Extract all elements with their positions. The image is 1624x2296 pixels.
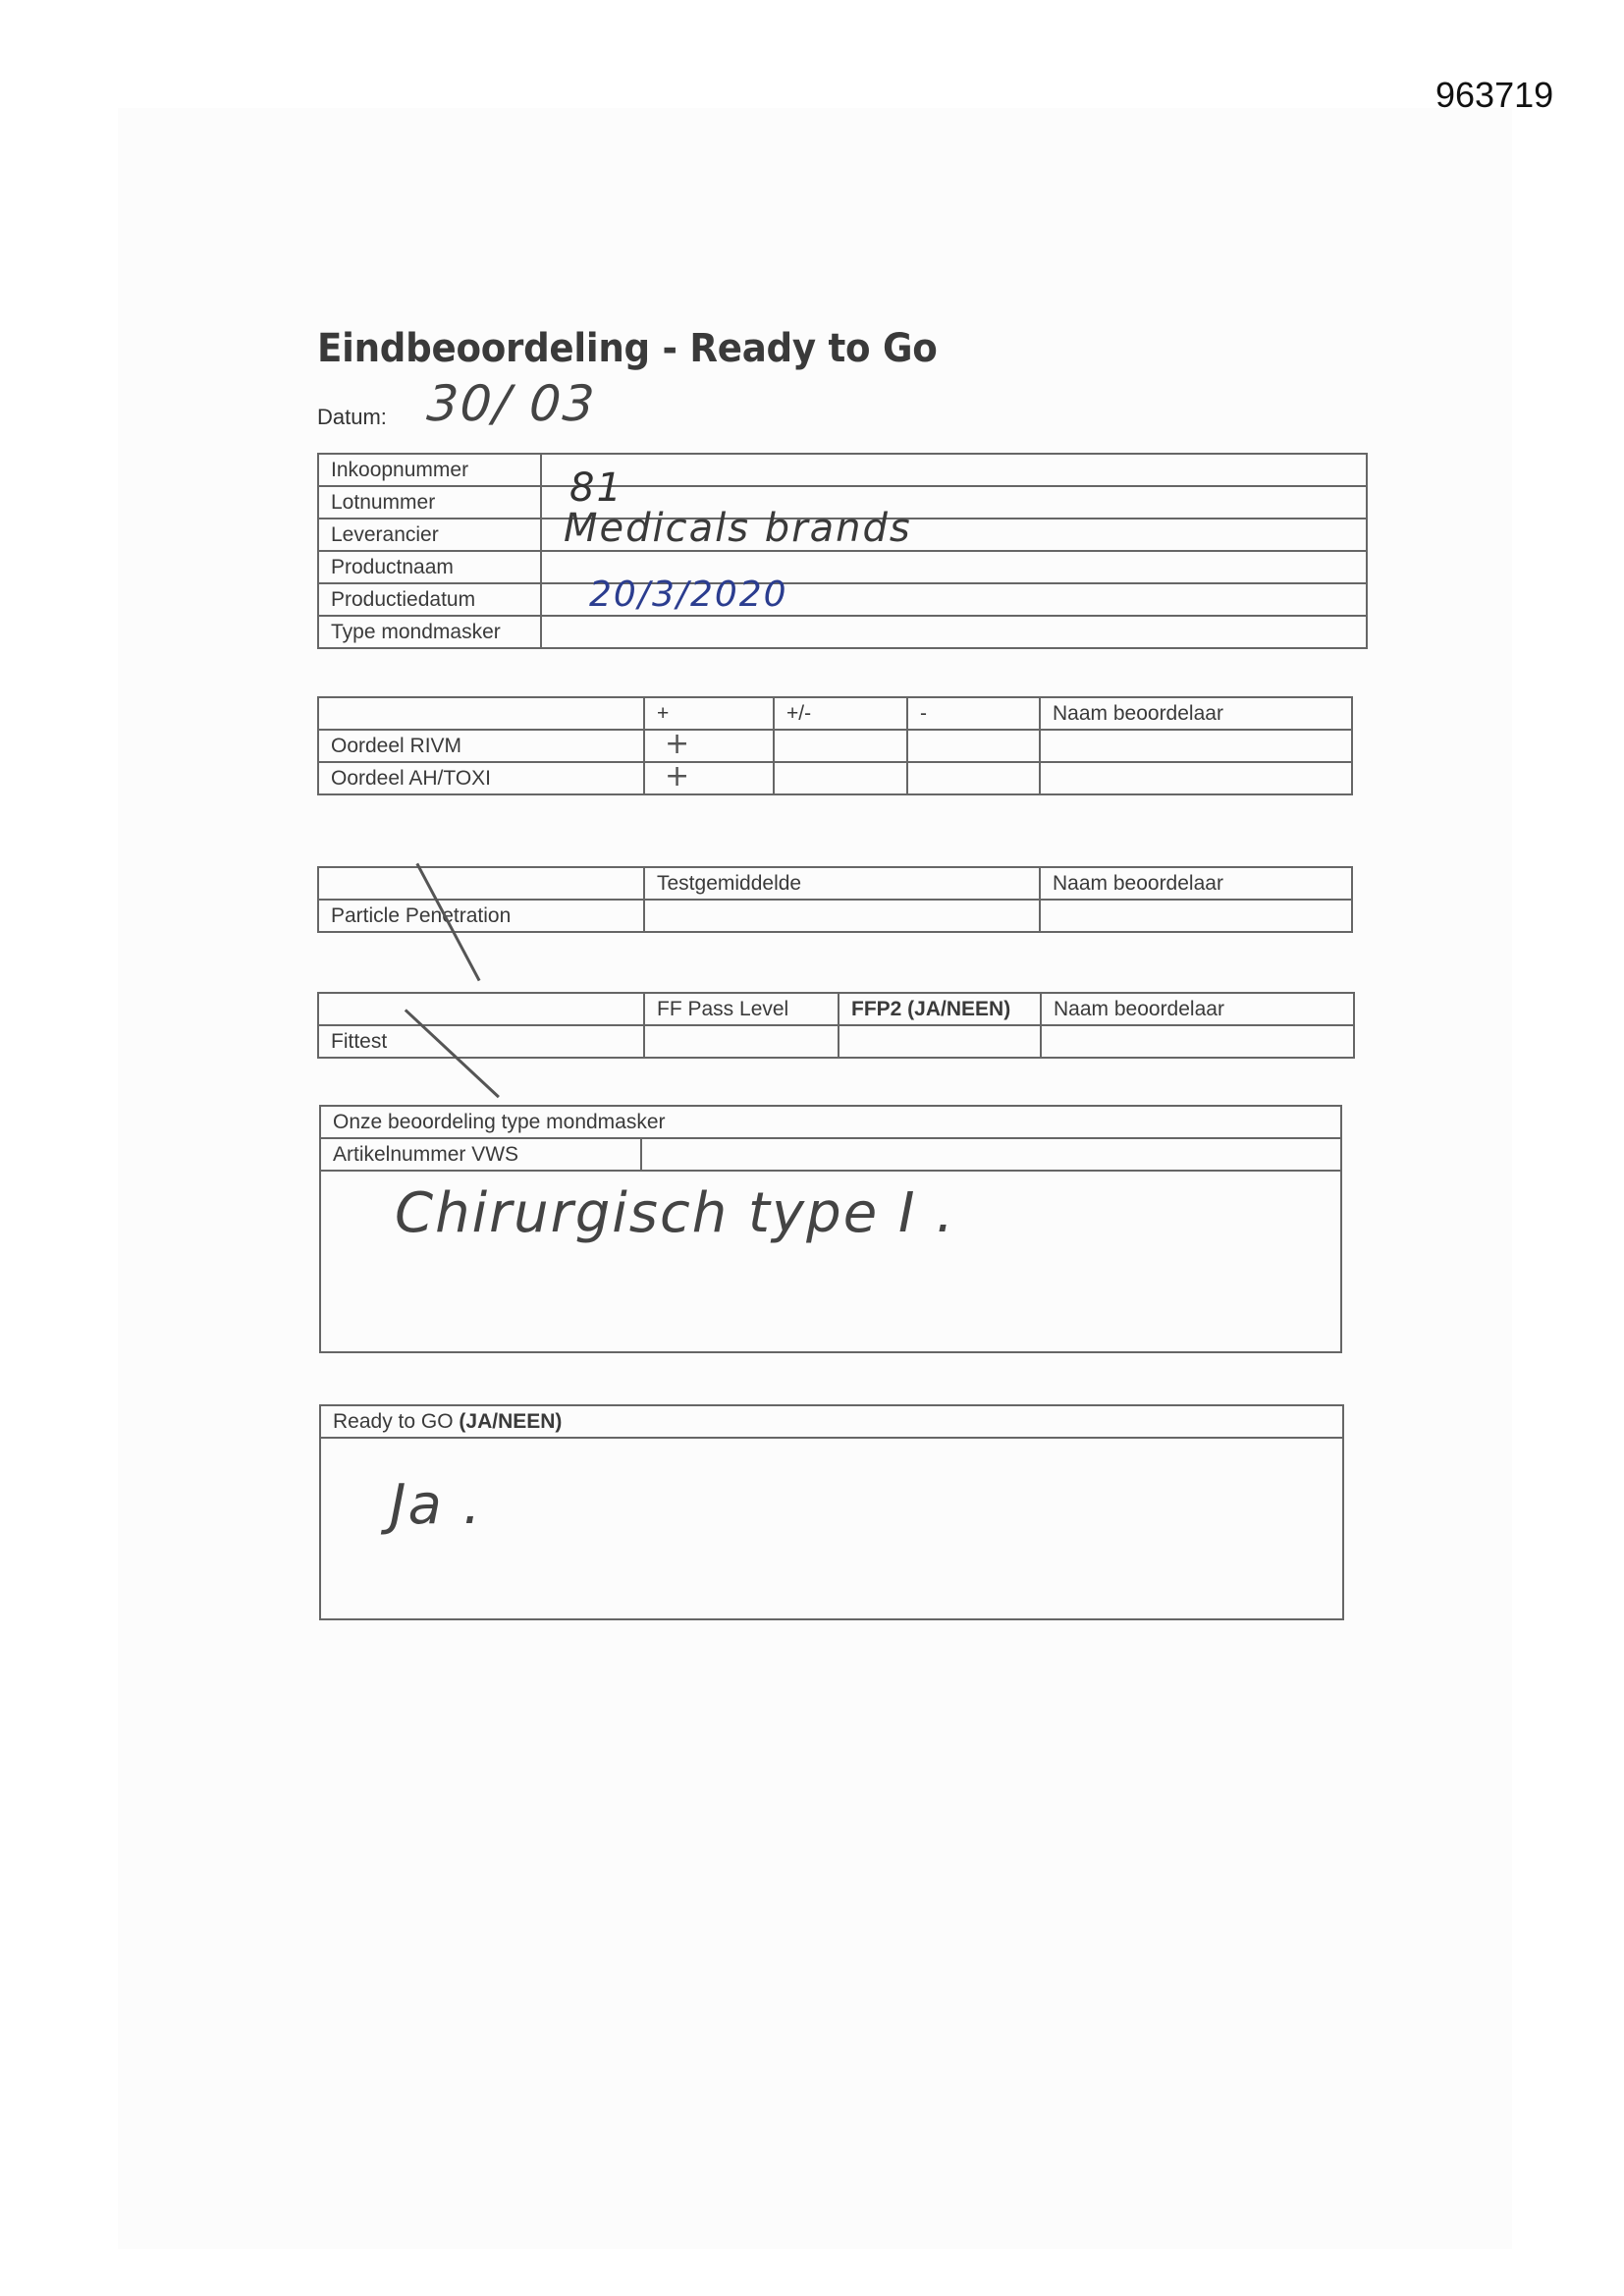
ready-to-go-header-options: (JA/NEEN) <box>459 1409 563 1433</box>
product-info-table <box>317 453 1368 649</box>
header-plus: + <box>644 697 774 730</box>
rivm-plusminus-cell[interactable] <box>774 730 907 762</box>
testgemiddelde-cell[interactable] <box>644 900 1040 932</box>
header-minus: - <box>907 697 1040 730</box>
table-row <box>318 762 1352 794</box>
artikelnummer-vws-field[interactable] <box>641 1138 1341 1171</box>
row-label-oordeel-rivm: Oordeel RIVM <box>318 730 644 762</box>
productiedatum-field[interactable] <box>541 574 1367 616</box>
productiedatum-handwritten-value: 20/3/2020 <box>589 574 788 615</box>
page-title: Eindbeoordeling - Ready to Go <box>317 326 938 371</box>
row-label-type-mondmasker: Type mondmasker <box>318 616 541 648</box>
ready-to-go-header-text: Ready to GO <box>333 1409 460 1433</box>
row-label-leverancier: Leverancier <box>318 519 541 551</box>
header-ff-pass-level: FF Pass Level <box>644 993 839 1025</box>
ready-to-go-table <box>319 1404 1344 1620</box>
table-row <box>318 454 1367 486</box>
beoordeling-handwritten-value: Chirurgisch type I . <box>395 1181 956 1245</box>
table-row <box>318 1025 1354 1058</box>
header-empty <box>318 697 644 730</box>
table-row <box>318 551 1367 583</box>
rivm-plus-mark: + <box>665 727 692 761</box>
header-ffp2: FFP2 (JA/NEEN) <box>839 993 1041 1025</box>
header-plus-minus: +/- <box>774 697 907 730</box>
table-row <box>318 730 1352 762</box>
leverancier-handwritten-value: Medicals brands <box>564 506 912 551</box>
datum-handwritten-value: 30/ 03 <box>424 375 599 432</box>
table-row <box>318 519 1367 551</box>
table-header-row <box>318 697 1352 730</box>
datum-label: Datum: <box>317 405 387 429</box>
page-number: 963719 <box>1435 75 1554 115</box>
particle-penetration-table <box>317 866 1353 933</box>
row-label-artikelnummer-vws: Artikelnummer VWS <box>320 1138 641 1171</box>
ah-toxi-plus-mark: + <box>665 759 692 793</box>
beoordeling-header: Onze beoordeling type mondmasker <box>320 1106 1341 1138</box>
header-naam-beoordelaar: Naam beoordelaar <box>1040 697 1352 730</box>
row-label-oordeel-ah-toxi: Oordeel AH/TOXI <box>318 762 644 794</box>
beoordeling-content-field[interactable] <box>320 1171 1341 1352</box>
table-row <box>318 900 1352 932</box>
ready-to-go-content-field[interactable] <box>320 1438 1343 1619</box>
fittest-table <box>317 992 1355 1059</box>
lotnummer-handwritten-value: 81 <box>569 465 623 511</box>
header-naam-beoordelaar: Naam beoordelaar <box>1041 993 1354 1025</box>
table-row <box>320 1138 1341 1171</box>
table-row <box>320 1171 1341 1352</box>
table-row <box>318 616 1367 648</box>
row-label-inkoopnummer: Inkoopnummer <box>318 454 541 486</box>
header-empty <box>318 993 644 1025</box>
ready-to-go-header <box>320 1405 1343 1438</box>
ah-toxi-plus-cell[interactable] <box>644 759 774 794</box>
particle-naam-cell[interactable] <box>1040 900 1352 932</box>
type-mondmasker-field[interactable] <box>541 616 1367 648</box>
row-label-productnaam: Productnaam <box>318 551 541 583</box>
header-testgemiddelde: Testgemiddelde <box>644 867 1040 900</box>
oordeel-table <box>317 696 1353 795</box>
inkoopnummer-field[interactable] <box>541 454 1367 486</box>
table-row <box>320 1438 1343 1619</box>
header-empty <box>318 867 644 900</box>
ff-pass-level-cell[interactable] <box>644 1025 839 1058</box>
header-naam-beoordelaar: Naam beoordelaar <box>1040 867 1352 900</box>
rivm-minus-cell[interactable] <box>907 730 1040 762</box>
table-header-row <box>318 867 1352 900</box>
table-row <box>318 583 1367 616</box>
table-header-row <box>320 1106 1341 1138</box>
beoordeling-table <box>319 1105 1342 1353</box>
ah-toxi-minus-cell[interactable] <box>907 762 1040 794</box>
rivm-naam-cell[interactable] <box>1040 730 1352 762</box>
ah-toxi-naam-cell[interactable] <box>1040 762 1352 794</box>
fittest-naam-cell[interactable] <box>1041 1025 1354 1058</box>
ah-toxi-plusminus-cell[interactable] <box>774 762 907 794</box>
row-label-fittest: Fittest <box>318 1025 644 1058</box>
table-header-row <box>318 993 1354 1025</box>
row-label-lotnummer: Lotnummer <box>318 486 541 519</box>
ffp2-cell[interactable] <box>839 1025 1041 1058</box>
leverancier-field[interactable] <box>541 506 1367 551</box>
rivm-plus-cell[interactable] <box>644 727 774 762</box>
table-header-row <box>320 1405 1343 1438</box>
ready-to-go-handwritten-value: Ja . <box>390 1473 483 1537</box>
row-label-productiedatum: Productiedatum <box>318 583 541 616</box>
row-label-particle-penetration: Particle Penetration <box>318 900 644 932</box>
